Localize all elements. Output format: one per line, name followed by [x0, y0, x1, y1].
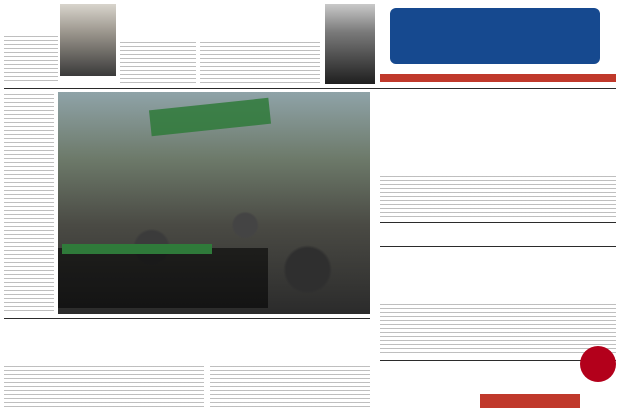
- politician-photo: [60, 4, 116, 76]
- cleric-photo: [325, 4, 375, 84]
- watermark-site-name: [480, 394, 580, 408]
- bottom-story-2-kicker: [4, 322, 204, 330]
- right-divider-1: [380, 222, 616, 223]
- right-story-2-body: [380, 304, 616, 356]
- top-story-1-kicker: [200, 6, 320, 14]
- date-line: [380, 74, 616, 82]
- main-headline-1: [380, 108, 616, 138]
- right-headline-2-line-2: [380, 282, 616, 300]
- bottom-divider: [4, 318, 370, 319]
- photo-caption-kicker: [62, 244, 212, 254]
- top-story-1-title: [200, 14, 320, 40]
- photo-caption-title-2: [62, 282, 262, 304]
- bottom-story-2-title-1: [4, 330, 204, 346]
- top-story-3-body: [4, 36, 58, 84]
- bottom-story-1-title-2: [210, 346, 370, 362]
- bottom-story-1-kicker: [210, 322, 370, 330]
- top-story-2-title: [120, 14, 196, 40]
- masthead: [380, 4, 616, 82]
- photo-caption-title-1: [62, 258, 262, 280]
- top-story-1-body: [200, 42, 320, 84]
- masthead-sub-headline: [380, 84, 616, 96]
- masthead-logo-text: [390, 12, 600, 60]
- watermark-logo-icon: [580, 346, 616, 382]
- right-headline-2-line-1: [380, 262, 616, 280]
- right-headline-2-kicker: [380, 250, 616, 260]
- top-story-3-kicker: [4, 6, 58, 14]
- masthead-slogan: [390, 64, 600, 74]
- top-story-2-body: [120, 42, 196, 84]
- left-column-body: [4, 94, 54, 314]
- bottom-story-1-body: [210, 366, 370, 410]
- bottom-story-2-title-2: [4, 346, 204, 362]
- top-divider: [4, 88, 616, 89]
- right-headline-1: [380, 226, 616, 242]
- right-divider-2: [380, 246, 616, 247]
- main-story-body: [380, 176, 616, 218]
- bottom-story-1-title-1: [210, 330, 370, 346]
- main-headline-2: [380, 140, 616, 170]
- top-story-2-kicker: [120, 6, 196, 14]
- bottom-story-2-body: [4, 366, 204, 410]
- top-story-3-title: [4, 14, 58, 34]
